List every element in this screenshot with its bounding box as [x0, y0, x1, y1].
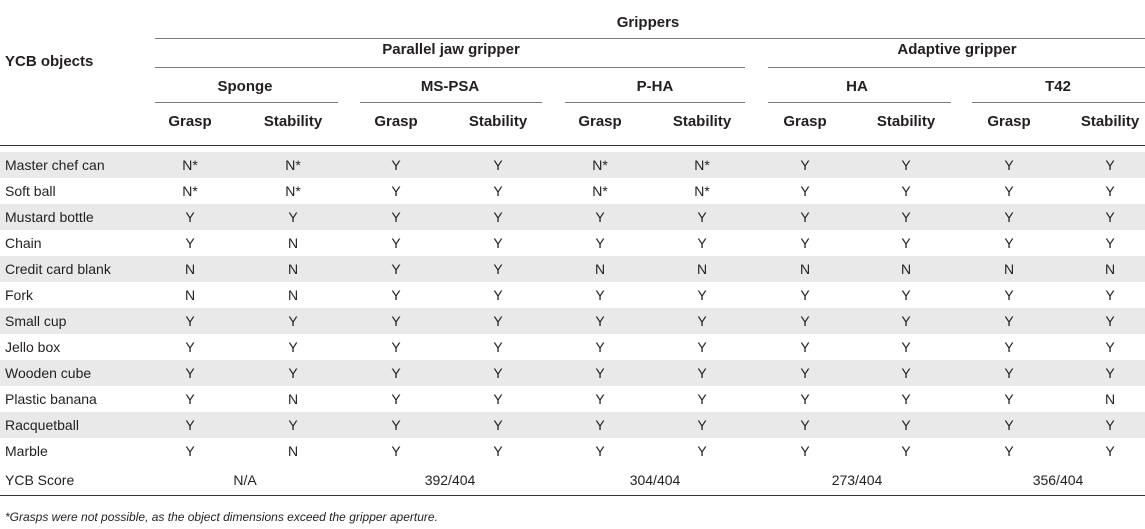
- score-sponge: N/A: [233, 472, 257, 488]
- metric-stability: Stability: [672, 113, 732, 130]
- table-cell: Y: [800, 365, 810, 381]
- table-cell: Y: [1004, 443, 1014, 459]
- table-cell: N: [1003, 261, 1015, 277]
- table-cell: Y: [391, 261, 401, 277]
- metric-grasp: Grasp: [578, 113, 622, 130]
- table-cell: Y: [1004, 339, 1014, 355]
- object-name: Fork: [5, 287, 33, 303]
- table-cell: Y: [493, 261, 503, 277]
- table-cell: Y: [697, 209, 707, 225]
- table-cell: Y: [1105, 287, 1115, 303]
- table-cell: Y: [185, 209, 195, 225]
- table-row: [0, 360, 1145, 386]
- table-cell: Y: [901, 287, 911, 303]
- table-cell: Y: [1004, 417, 1014, 433]
- table-row: [0, 230, 1145, 256]
- table-cell: N*: [592, 183, 608, 199]
- table-cell: Y: [901, 339, 911, 355]
- table-cell: Y: [901, 209, 911, 225]
- table-cell: Y: [595, 365, 605, 381]
- gripper-ha: HA: [846, 78, 868, 95]
- table-cell: N: [287, 287, 299, 303]
- metric-grasp: Grasp: [168, 113, 212, 130]
- table-cell: Y: [901, 183, 911, 199]
- table-cell: Y: [800, 209, 810, 225]
- gripper-sponge: Sponge: [217, 78, 273, 95]
- table-cell: N*: [182, 183, 198, 199]
- header-bottom-rule: [0, 145, 1145, 146]
- row-header-ycb-objects: YCB objects: [5, 53, 94, 70]
- table-cell: Y: [595, 287, 605, 303]
- table-cell: Y: [391, 235, 401, 251]
- header-rule: [155, 102, 338, 103]
- table-cell: Y: [800, 183, 810, 199]
- table-cell: N: [287, 235, 299, 251]
- gripper-p-ha: P-HA: [636, 78, 674, 95]
- table-cell: Y: [697, 287, 707, 303]
- table-cell: N: [900, 261, 912, 277]
- table-cell: N: [287, 443, 299, 459]
- table-cell: Y: [391, 183, 401, 199]
- table-cell: N: [1104, 391, 1116, 407]
- object-name: Wooden cube: [5, 365, 92, 381]
- table-row: [0, 256, 1145, 282]
- table-cell: Y: [1105, 235, 1115, 251]
- table-row: [0, 178, 1145, 204]
- table-cell: Y: [493, 209, 503, 225]
- table-cell: Y: [185, 417, 195, 433]
- table-cell: Y: [391, 313, 401, 329]
- table-cell: N*: [285, 157, 301, 173]
- table-cell: N: [287, 261, 299, 277]
- table-row: [0, 204, 1145, 230]
- table-cell: Y: [1105, 313, 1115, 329]
- table-cell: Y: [493, 339, 503, 355]
- table-cell: Y: [595, 391, 605, 407]
- table-cell: Y: [697, 391, 707, 407]
- table-cell: Y: [1004, 365, 1014, 381]
- table-cell: Y: [391, 287, 401, 303]
- table-cell: Y: [493, 235, 503, 251]
- table-cell: Y: [1004, 235, 1014, 251]
- object-name: Credit card blank: [5, 261, 111, 277]
- table-row: [0, 308, 1145, 334]
- table-cell: N*: [592, 157, 608, 173]
- table-cell: Y: [493, 391, 503, 407]
- table-cell: Y: [391, 339, 401, 355]
- group-header-grippers: Grippers: [616, 14, 680, 31]
- table-cell: Y: [595, 443, 605, 459]
- table-cell: N: [184, 287, 196, 303]
- table-cell: Y: [901, 157, 911, 173]
- table-cell: Y: [391, 443, 401, 459]
- score-t42: 356/404: [1032, 472, 1084, 488]
- table-row: [0, 334, 1145, 360]
- table-cell: Y: [901, 365, 911, 381]
- table-cell: Y: [1004, 391, 1014, 407]
- table-cell: Y: [697, 339, 707, 355]
- table-cell: Y: [493, 365, 503, 381]
- table-cell: Y: [800, 157, 810, 173]
- table-cell: N: [1104, 261, 1116, 277]
- table-cell: Y: [697, 313, 707, 329]
- object-name: Racquetball: [5, 417, 79, 433]
- gripper-ms-psa: MS-PSA: [420, 78, 480, 95]
- table-cell: Y: [1004, 209, 1014, 225]
- table-cell: Y: [493, 183, 503, 199]
- metric-grasp: Grasp: [987, 113, 1031, 130]
- table-cell: Y: [185, 235, 195, 251]
- header-rule: [972, 102, 1145, 103]
- table-cell: N: [799, 261, 811, 277]
- table-cell: Y: [493, 287, 503, 303]
- table-cell: Y: [1004, 287, 1014, 303]
- table-cell: Y: [493, 417, 503, 433]
- table-cell: Y: [595, 209, 605, 225]
- table-cell: Y: [901, 391, 911, 407]
- table-cell: Y: [800, 235, 810, 251]
- table-row: [0, 438, 1145, 464]
- table-cell: Y: [800, 443, 810, 459]
- score-ha: 273/404: [831, 472, 883, 488]
- table-cell: Y: [1105, 209, 1115, 225]
- footnote: *Grasps were not possible, as the object dimensions exceed the gripper aperture.: [5, 510, 438, 524]
- table-cell: Y: [185, 313, 195, 329]
- object-name: Master chef can: [5, 157, 105, 173]
- object-name: Soft ball: [5, 183, 56, 199]
- table-cell: Y: [185, 443, 195, 459]
- table-cell: Y: [1105, 339, 1115, 355]
- table-cell: Y: [1105, 157, 1115, 173]
- gripper-type-parallel-jaw: Parallel jaw gripper: [382, 41, 520, 58]
- table-row: [0, 152, 1145, 178]
- table-cell: Y: [800, 313, 810, 329]
- table-cell: N: [696, 261, 708, 277]
- table-bottom-rule: [0, 495, 1145, 496]
- table-cell: Y: [901, 235, 911, 251]
- header-rule: [768, 67, 1145, 68]
- score-ms-psa: 392/404: [424, 472, 476, 488]
- table-cell: Y: [697, 417, 707, 433]
- table-cell: N*: [285, 183, 301, 199]
- table-cell: Y: [391, 365, 401, 381]
- metric-grasp: Grasp: [374, 113, 418, 130]
- table-cell: Y: [493, 157, 503, 173]
- table-cell: Y: [800, 391, 810, 407]
- table-cell: Y: [595, 417, 605, 433]
- table-cell: Y: [391, 391, 401, 407]
- table-cell: Y: [288, 339, 298, 355]
- header-rule: [768, 102, 951, 103]
- table-cell: N*: [694, 183, 710, 199]
- table-row: [0, 412, 1145, 438]
- table-cell: N*: [182, 157, 198, 173]
- header-rule: [155, 38, 1145, 39]
- table-cell: Y: [1105, 443, 1115, 459]
- table-cell: Y: [697, 235, 707, 251]
- table-cell: Y: [1004, 313, 1014, 329]
- score-label: YCB Score: [5, 472, 75, 488]
- gripper-type-adaptive: Adaptive gripper: [897, 41, 1017, 58]
- table-cell: Y: [288, 365, 298, 381]
- table-cell: N: [184, 261, 196, 277]
- table-cell: Y: [391, 209, 401, 225]
- table-cell: Y: [493, 443, 503, 459]
- object-name: Jello box: [5, 339, 61, 355]
- gripper-t42: T42: [1045, 78, 1071, 95]
- object-name: Chain: [5, 235, 42, 251]
- table-cell: Y: [1004, 183, 1014, 199]
- table-cell: Y: [288, 313, 298, 329]
- object-name: Marble: [5, 443, 48, 459]
- table-cell: Y: [595, 235, 605, 251]
- score-p-ha: 304/404: [629, 472, 681, 488]
- table-cell: N: [594, 261, 606, 277]
- object-name: Small cup: [5, 313, 67, 329]
- table-cell: Y: [1105, 417, 1115, 433]
- object-name: Plastic banana: [5, 391, 97, 407]
- table-cell: Y: [493, 313, 503, 329]
- table-cell: Y: [288, 417, 298, 433]
- table-cell: Y: [800, 417, 810, 433]
- table-cell: Y: [697, 443, 707, 459]
- table-cell: Y: [185, 391, 195, 407]
- score-row: [0, 467, 1145, 493]
- table-cell: Y: [800, 287, 810, 303]
- table-cell: Y: [595, 313, 605, 329]
- table-cell: Y: [595, 339, 605, 355]
- table-cell: Y: [1004, 157, 1014, 173]
- table-cell: Y: [391, 157, 401, 173]
- table-row: [0, 282, 1145, 308]
- table-cell: Y: [901, 443, 911, 459]
- table-cell: Y: [185, 339, 195, 355]
- table-cell: Y: [901, 417, 911, 433]
- table-cell: Y: [288, 209, 298, 225]
- table-cell: Y: [1105, 365, 1115, 381]
- table-cell: Y: [901, 313, 911, 329]
- object-name: Mustard bottle: [5, 209, 94, 225]
- metric-grasp: Grasp: [783, 113, 827, 130]
- table-cell: Y: [800, 339, 810, 355]
- header-rule: [155, 67, 745, 68]
- table-cell: Y: [697, 365, 707, 381]
- header-rule: [565, 102, 745, 103]
- metric-stability: Stability: [263, 113, 323, 130]
- metric-stability: Stability: [468, 113, 528, 130]
- table-cell: Y: [1105, 183, 1115, 199]
- header-rule: [360, 102, 542, 103]
- table-cell: Y: [391, 417, 401, 433]
- metric-stability: Stability: [876, 113, 936, 130]
- table-cell: Y: [185, 365, 195, 381]
- metric-stability: Stability: [1080, 113, 1140, 130]
- table-cell: N: [287, 391, 299, 407]
- table-cell: N*: [694, 157, 710, 173]
- table-row: [0, 386, 1145, 412]
